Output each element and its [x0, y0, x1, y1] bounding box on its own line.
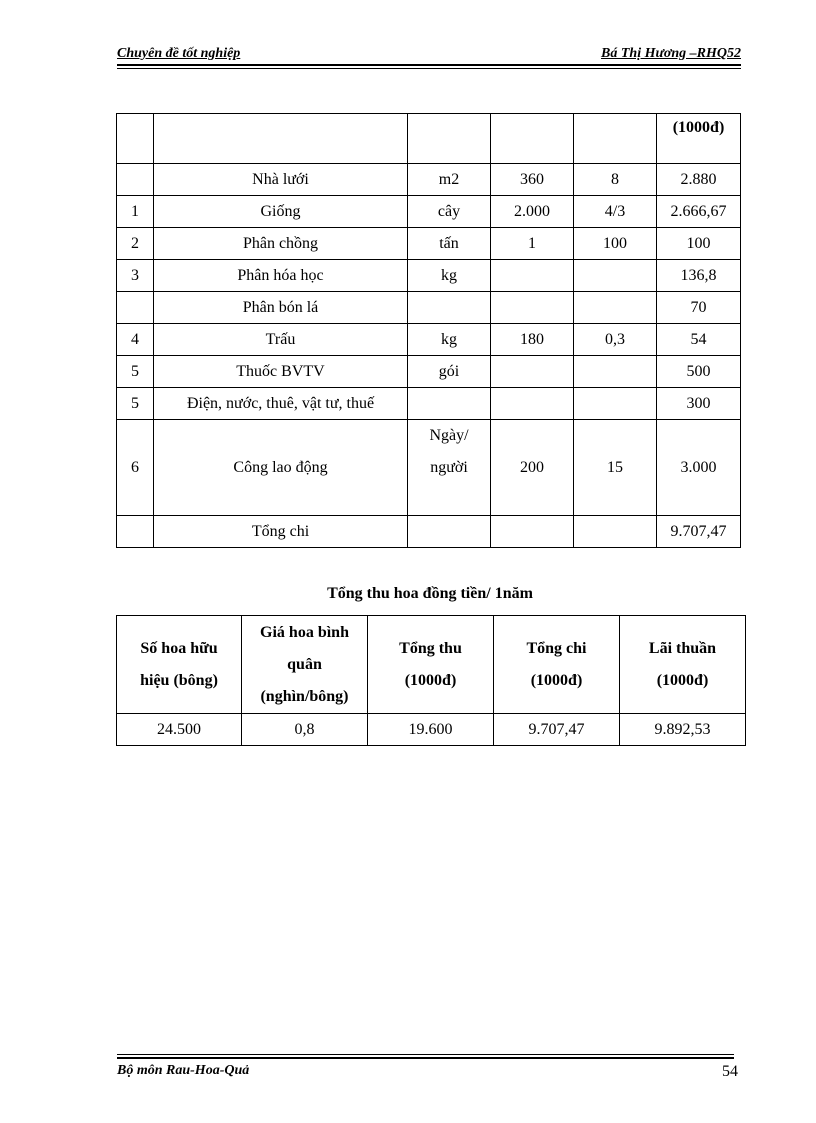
unit-label: (1000đ) — [657, 114, 741, 164]
header-title: Chuyên đề tốt nghiệp — [117, 46, 241, 61]
page-number: 54 — [722, 1063, 738, 1080]
footer-rule — [117, 1054, 734, 1059]
footer-department: Bộ môn Rau-Hoa-Quả — [117, 1063, 250, 1078]
summary-title: Tổng thu hoa đồng tiền/ 1năm — [327, 585, 533, 602]
labor-unit: Ngày/ người — [408, 420, 491, 516]
table-row: Nhà lưới m2 360 8 2.880 — [117, 164, 741, 196]
header-cell: Tổng thu (1000đ) — [368, 616, 494, 714]
table-row — [117, 114, 741, 164]
header-cell: Số hoa hữu hiệu (bông) — [117, 616, 242, 714]
header-rule — [117, 64, 741, 69]
header-cell: Lãi thuần (1000đ) — [620, 616, 746, 714]
table-row: Phân bón lá 70 — [117, 292, 741, 324]
table-row-total: Tổng chi 9.707,47 — [117, 516, 741, 548]
header-author: Bá Thị Hương –RHQ52 — [601, 46, 741, 61]
table-row: 5 Thuốc BVTV gói 500 — [117, 356, 741, 388]
summary-table — [116, 615, 746, 746]
table-row: 2 Phân chồng tấn 1 100 100 — [117, 228, 741, 260]
table-row: 4 Trấu kg 180 0,3 54 — [117, 324, 741, 356]
header-cell: Giá hoa bình quân (nghìn/bông) — [242, 616, 368, 714]
table-row: 1 Giống cây 2.000 4/3 2.666,67 — [117, 196, 741, 228]
table-header-row — [117, 616, 746, 714]
table-row: 3 Phân hóa học kg 136,8 — [117, 260, 741, 292]
table-row: 5 Điện, nước, thuê, vật tư, thuế 300 — [117, 388, 741, 420]
header-cell: Tổng chi (1000đ) — [494, 616, 620, 714]
table-row-labor: 6 Công lao động Ngày/ người 200 15 3.000 — [117, 420, 741, 516]
table-row: 24.500 0,8 19.600 9.707,47 9.892,53 — [117, 714, 746, 746]
page-header — [117, 46, 741, 66]
cost-table — [116, 113, 741, 548]
